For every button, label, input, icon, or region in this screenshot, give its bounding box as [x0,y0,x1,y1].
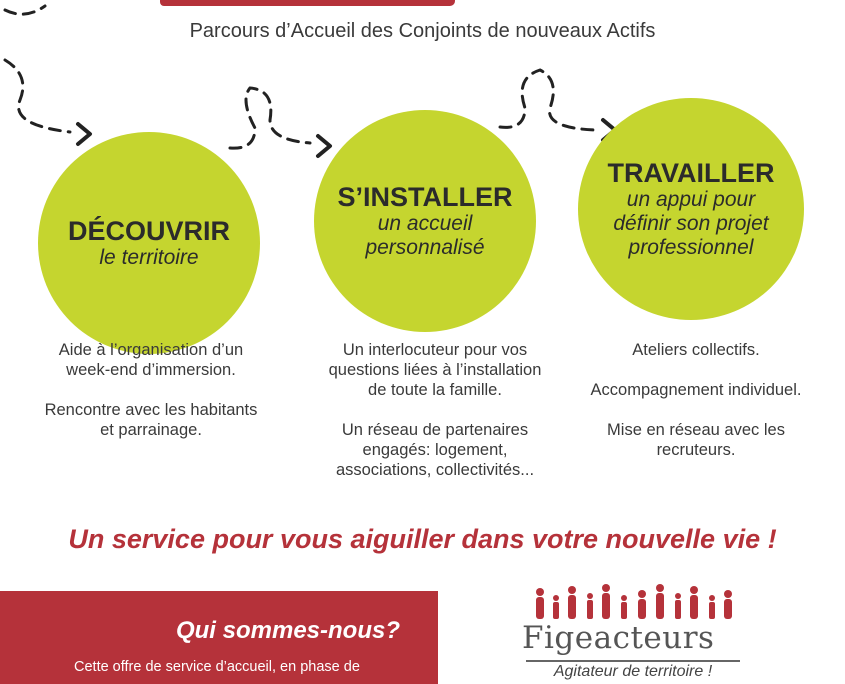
page-subtitle: Parcours d’Accueil des Conjoints de nouveaux Actifs [189,20,656,42]
list-item: Rencontre avec les habitants et parrainage. [44,401,258,439]
arrow-head-icon [78,124,90,144]
step-title: DÉCOUVRIR [67,216,230,246]
list-item: Accompagnement individuel. [590,381,802,399]
list-item: Mise en réseau avec les recruteurs. [607,421,785,459]
about-heading: Qui sommes-nous? [175,617,400,644]
about-text: Cette offre de service d’accueil, en phase de [74,659,360,675]
logo-baseline: Agitateur de territoire ! [526,660,740,681]
arrow-head-icon [318,136,330,156]
list-item: Aide à l’organisation d’un week-end d’immersion. [58,341,244,379]
tagline: Un service pour vous aiguiller dans votre nouvelle vie ! [68,524,777,554]
step-details-installer [300,340,570,500]
about-panel [0,591,438,684]
step-circle-decouvrir [38,132,260,354]
title-fragment-right [255,0,455,6]
step-title: TRAVAILLER [607,158,775,188]
logo-name: Figeacteurs [522,620,715,656]
list-item: Un réseau de partenaires engagés: logement, associations, collectivités... [335,421,535,479]
step-circle-travailler [578,98,804,320]
list-item: Ateliers collectifs. [632,341,760,359]
step-circle-installer [314,110,536,332]
list-item: Un interlocuteur pour vos questions liées à l’installation de toute la famille. [328,341,542,399]
step-title: S’INSTALLER [337,182,513,212]
step-details-travailler [570,340,822,480]
step-subtitle: le territoire [99,246,199,269]
step-details-decouvrir [20,340,282,460]
logo-people-icon [536,584,732,619]
step-subtitle: un appui pour définir son projet professionnel [613,188,769,259]
step-subtitle: un accueil personnalisé [365,212,485,259]
